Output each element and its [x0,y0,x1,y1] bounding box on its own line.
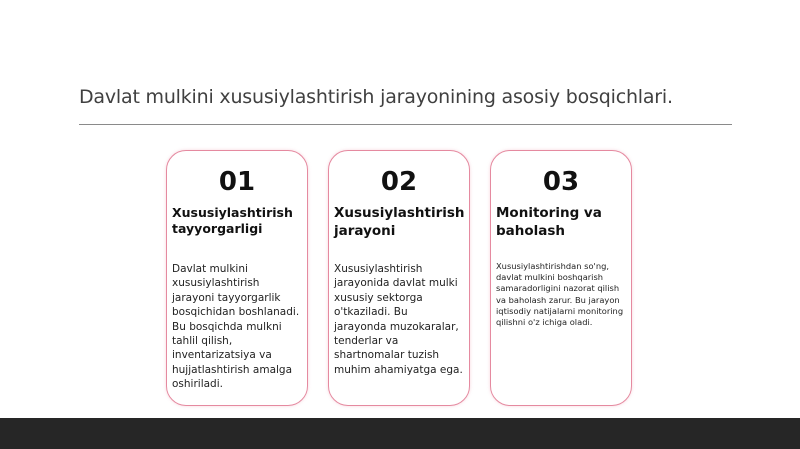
step-number: 03 [542,167,580,197]
bottom-bar [0,418,800,449]
step-heading: Monitoring va baholash [496,205,602,239]
step-number: 01 [218,167,256,197]
step-description: Davlat mulkini xususiylashtirish jarayoni tayyorgarlik bosqichidan boshlanadi. Bu bosqichda mulkni tahlil qilish, inventarizatsiya va hujjatlashtirish amalga oshiriladi. [172,263,300,390]
step-description: Xususiylashtirishdan so'ng, davlat mulkini boshqarish samaradorligini nazorat qilish va baholash zarur. Bu jarayon iqtisodiy natijalarni monitoring qilishni o'z ichiga oladi. [496,261,624,327]
step-heading: Xususiylashtirish tayyorgarligi [172,205,293,237]
slide-title: Davlat mulkini xususiylashtirish jarayonining asosiy bosqichlari. [79,86,673,108]
step-heading: Xususiylashtirish jarayoni [334,205,465,239]
step-card-2 [328,150,470,406]
step-number: 02 [380,167,418,197]
title-divider [79,124,732,125]
step-description: Xususiylashtirish jarayonida davlat mulki xususiy sektorga o'tkaziladi. Bu jarayonda muzokaralar, tenderlar va shartnomalar tuzish muhim ahamiyatga ega. [334,263,463,376]
step-card-1 [166,150,308,406]
step-card-3 [490,150,632,406]
